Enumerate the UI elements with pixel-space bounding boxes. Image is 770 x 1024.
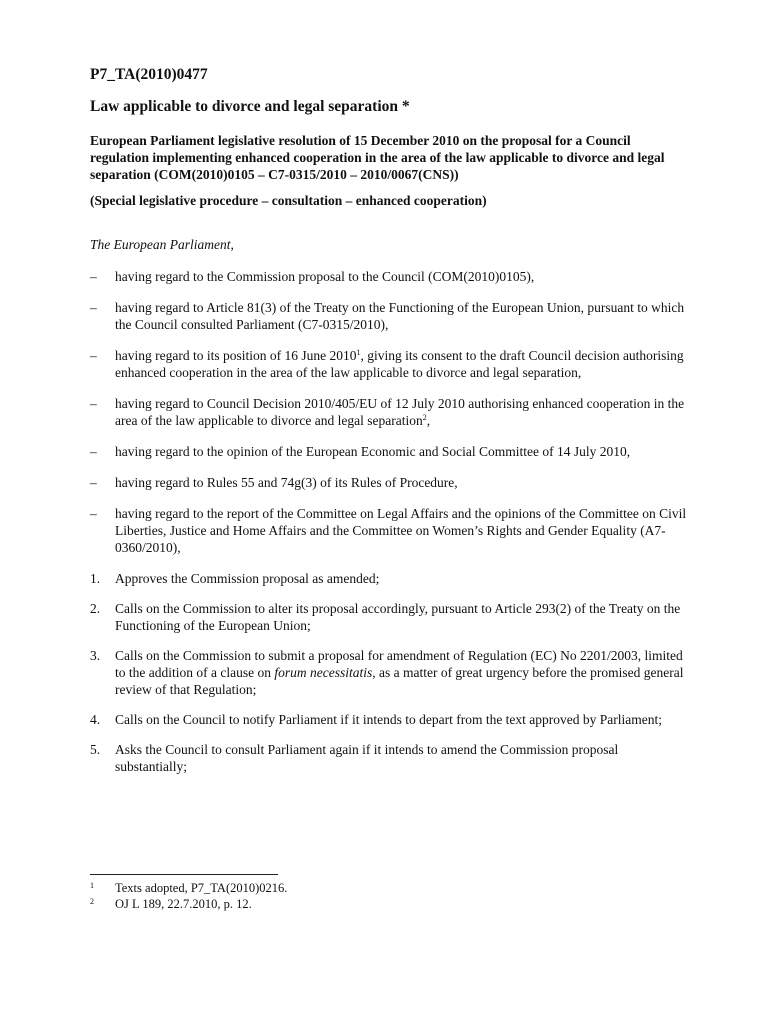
dash-marker: – — [90, 269, 97, 284]
point-number: 3. — [90, 648, 101, 663]
recital-text: having regard to Rules 55 and 74g(3) of its Rules of Procedure, — [115, 475, 458, 490]
footnote-item — [90, 880, 690, 896]
recital-item — [90, 474, 690, 491]
footnote-mark: 2 — [90, 897, 94, 906]
numbered-point — [90, 741, 690, 775]
numbered-point — [90, 647, 690, 698]
recital-item — [90, 347, 690, 381]
procedure-note: (Special legislative procedure – consultation – enhanced cooperation) — [90, 193, 487, 208]
dash-marker: – — [90, 475, 97, 490]
point-text: Approves the Commission proposal as amended; — [115, 571, 380, 586]
recital-text — [115, 348, 684, 380]
footnote-mark: 1 — [90, 881, 94, 890]
recital-text-part: , — [426, 413, 431, 428]
document-title: Law applicable to divorce and legal separation * — [90, 98, 410, 115]
footnotes — [90, 880, 690, 912]
recital-text-part: having regard to Council Decision 2010/405/EU of 12 July 2010 authorising enhanced cooperation in the area of the law applicable to divorce and legal separation — [115, 396, 685, 428]
point-text-part: Calls on the Commission to submit a proposal for amendment of Regulation (EC) No 2201/2003, limited to the addition of a clause on — [115, 648, 683, 680]
point-text — [115, 648, 683, 697]
dash-marker: – — [90, 396, 97, 411]
point-number: 5. — [90, 742, 101, 757]
dash-marker: – — [90, 300, 97, 315]
footnote-ref[interactable]: 2 — [422, 413, 427, 422]
recital-text — [115, 396, 684, 428]
document-page — [90, 66, 690, 788]
recital-text: having regard to the report of the Committee on Legal Affairs and the opinions of the Committee on Civil Liberties, Justice and Home Affairs and the Committee on Women’s Rights and Gender Equality (A7-0360/2010), — [115, 506, 687, 555]
recital-item — [90, 443, 690, 460]
footnote-text: Texts adopted, P7_TA(2010)0216. — [115, 881, 288, 895]
point-text: Asks the Council to consult Parliament again if it intends to amend the Commission proposal substantially; — [115, 742, 619, 774]
resolution-subtitle: European Parliament legislative resolution of 15 December 2010 on the proposal for a Council regulation implementing enhanced cooperation in the area of the law applicable to divorce and legal separation (COM(2010)0105 – C7-0315/2010 – 2010/0067(CNS)) — [90, 133, 665, 182]
recital-item — [90, 268, 690, 285]
dash-marker: – — [90, 444, 97, 459]
recital-item — [90, 299, 690, 333]
recital-item — [90, 395, 690, 429]
footnote-item — [90, 896, 690, 912]
dash-marker: – — [90, 506, 97, 521]
recital-text: having regard to the opinion of the European Economic and Social Committee of 14 July 2010, — [115, 444, 631, 459]
recital-text-part: having regard to its position of 16 June 2010 — [115, 348, 357, 363]
document-reference: P7_TA(2010)0477 — [90, 66, 208, 83]
point-text-part: , as a matter of great urgency before the promised general review of that Regulation; — [115, 665, 684, 697]
point-number: 1. — [90, 571, 101, 586]
dash-marker: – — [90, 348, 97, 363]
recital-text: having regard to Article 81(3) of the Treaty on the Functioning of the European Union, pursuant to which the Council consulted Parliament (C7-0315/2010), — [115, 300, 685, 332]
recital-text-part: , giving its consent to the draft Council decision authorising enhanced cooperation in the area of the law applicable to divorce and legal separation, — [115, 348, 684, 380]
point-text: Calls on the Council to notify Parliament if it intends to depart from the text approved by Parliament; — [115, 712, 663, 727]
point-text: Calls on the Commission to alter its proposal accordingly, pursuant to Article 293(2) of the Treaty on the Functioning of the European Union; — [115, 601, 681, 633]
numbered-point — [90, 570, 690, 587]
numbered-point — [90, 600, 690, 634]
footnote-text: OJ L 189, 22.7.2010, p. 12. — [115, 897, 252, 911]
numbered-point — [90, 711, 690, 728]
footnote-divider — [90, 874, 278, 875]
intro-line: The European Parliament, — [90, 237, 234, 252]
point-number: 2. — [90, 601, 101, 616]
recital-item — [90, 505, 690, 556]
point-number: 4. — [90, 712, 101, 727]
latin-term: forum necessitatis — [274, 665, 373, 680]
footnote-ref[interactable]: 1 — [356, 348, 361, 357]
recital-text: having regard to the Commission proposal to the Council (COM(2010)0105), — [115, 269, 535, 284]
